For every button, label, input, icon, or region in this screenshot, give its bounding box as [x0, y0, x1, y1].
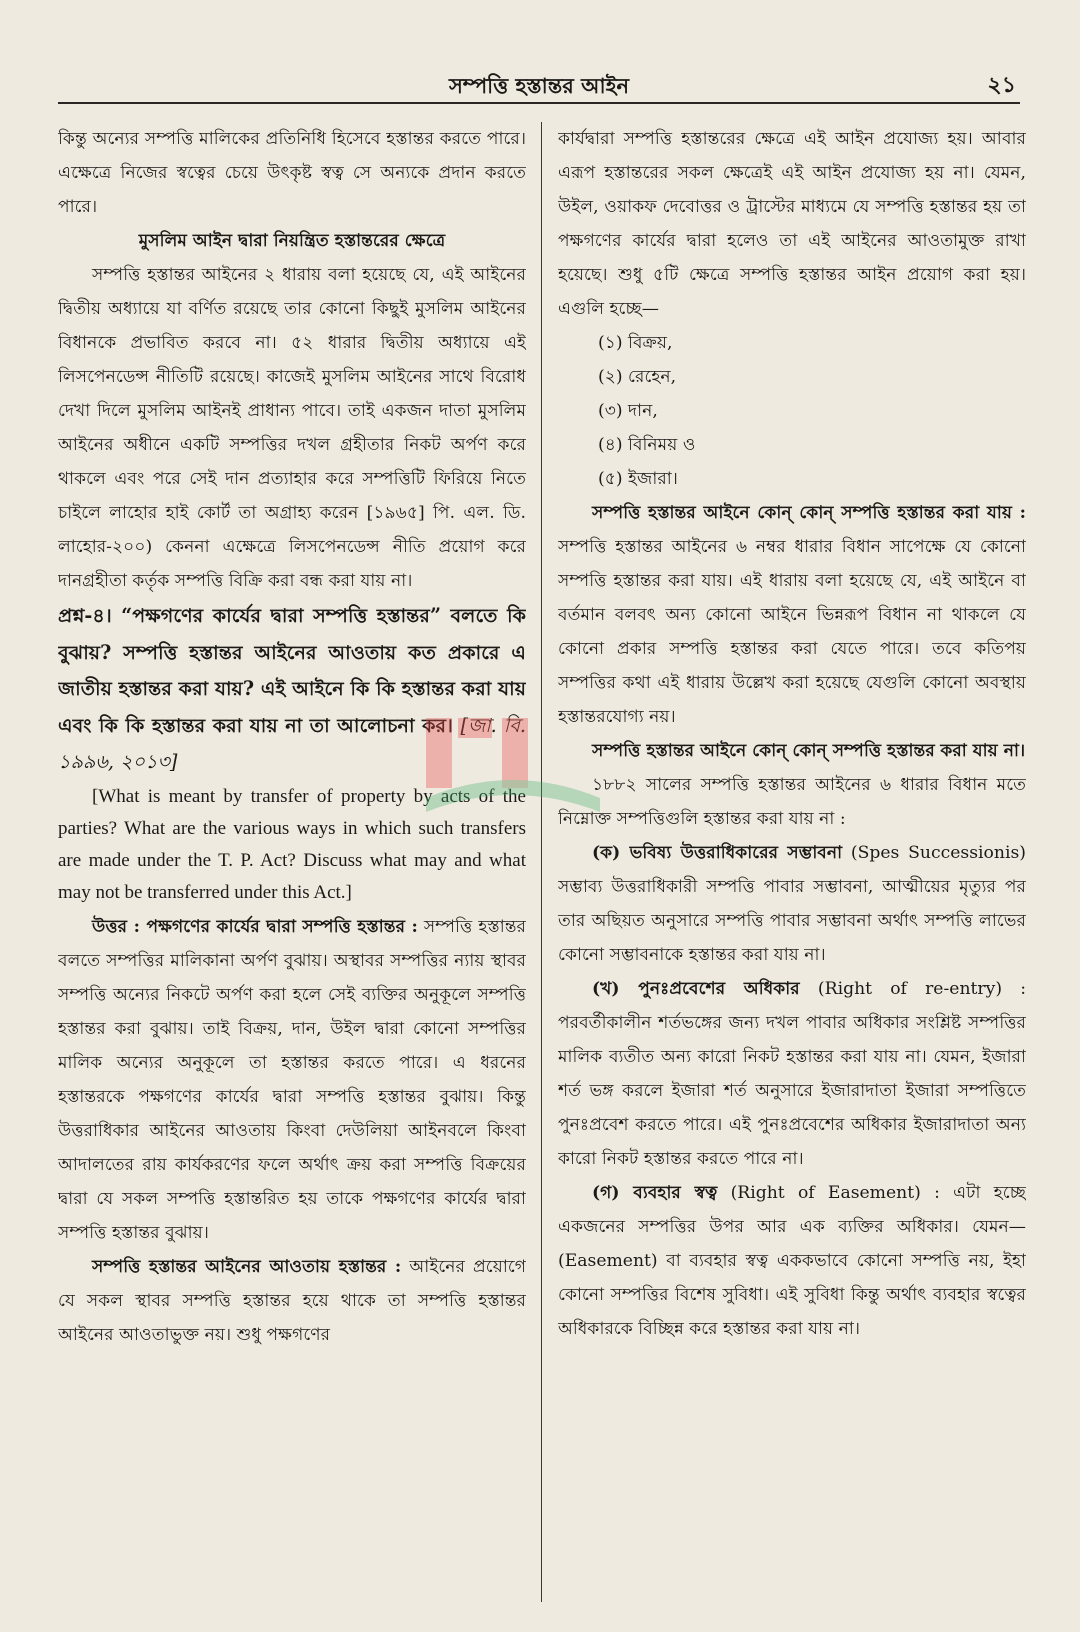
watermark-logo-icon [418, 712, 608, 820]
non-transferable-label: সম্পত্তি হস্তান্তর আইনে কোন্ কোন্ সম্পত্তি হস্তান্তর [592, 741, 935, 761]
running-header [58, 66, 1020, 104]
list-item: (৪) বিনিময় ও [598, 435, 696, 455]
list-item: (১) বিক্রয়, [598, 333, 673, 353]
english-question: [What is meant by transfer of property by acts of the parties? What are the various ways in which such transfers are made under the T. P. Act? Discuss what may and what may not be transferred under this Act.] [58, 785, 526, 904]
item-kha-text: (Right of re-entry) : পরবর্তীকালীন শর্তভঙ্গের জন্য দখল পাবার অধিকার সংশ্লিষ্ট সম্পত্তির মালিক ব্যতীত অন্য কারো নিকট হস্তান্তর করা যায় না। যেমন, ইজারা শর্ত ভঙ্গ করলে ইজারা শর্ত অনুসারে ইজারাদাতা ইজারা সম্পত্তিতে পুনঃপ্রবেশ করতে পারে। এই পুনঃপ্রবেশের অধিকার ইজারাদাতা অন্য কারো নিকট হস্তান্তর করতে পারে না। [558, 979, 1026, 1169]
scope-paragraph [58, 1250, 526, 1352]
item-kha-label: (খ) পুনঃপ্রবেশের অধিকার [592, 979, 800, 999]
right-column [558, 122, 1026, 1602]
item-ka-paragraph [558, 836, 1026, 972]
section-heading-muslim-law: মুসলিম আইন দ্বারা নিয়ন্ত্রিত হস্তান্তরের ক্ষেত্রে [138, 231, 446, 251]
running-title: সম্পত্তি হস্তান্তর আইন [448, 73, 630, 98]
transferable-label: সম্পত্তি হস্তান্তর আইনে কোন্ কোন্ সম্পত্তি হস্তান্তর করা যায় : [592, 503, 1026, 523]
answer-label: উত্তর : পক্ষগণের কার্যের দ্বারা সম্পত্তি হস্তান্তর : [92, 916, 418, 937]
section-6-paragraph: ১৮৮২ সালের সম্পত্তি হস্তান্তর আইনের ৬ ধারার বিধান মতে নিম্নোক্ত সম্পত্তিগুলি হস্তান্তর করা যায় না : [558, 775, 1026, 829]
list-item: (২) রেহেন, [598, 367, 677, 387]
item-ga-paragraph [558, 1176, 1026, 1346]
page-number: ২১ [987, 72, 1016, 98]
list-item: (৩) দান, [598, 401, 658, 421]
scope-text: আইনের প্রয়োগে যে সকল স্থাবর সম্পত্তি হস্তান্তর হয়ে থাকে তা সম্পত্তি হস্তান্তর আইনের আওতাভুক্ত নয়। শুধু পক্ষগণের [58, 1256, 526, 1345]
non-transferable-text: করা যায় না। [940, 741, 1026, 761]
answer-paragraph [58, 910, 526, 1250]
two-column-body [58, 122, 1028, 1602]
item-ga-label: (গ) ব্যবহার স্বত্ব [592, 1183, 718, 1203]
transferable-text: সম্পত্তি হস্তান্তর আইনের ৬ নম্বর ধারার বিধান সাপেক্ষে যে কোনো সম্পত্তি হস্তান্তর করা যায়। এই ধারায় বলা হয়েছে যে, এই আইনে বা বর্তমান বলবৎ অন্য কোনো আইনে ভিন্নরূপ বিধান না থাকলে যে কোনো প্রকার সম্পত্তি হস্তান্তর করা যেতে পারে। তবে কতিপয় সম্পত্তির কথা এই ধারায় উল্লেখ করা হয়েছে যেগুলি কোনো অবস্থায় হস্তান্তরযোগ্য নয়। [558, 537, 1026, 727]
answer-text: সম্পত্তি হস্তান্তর বলতে সম্পত্তির মালিকানা অর্পণ বুঝায়। অস্থাবর সম্পত্তির ন্যায় স্থাবর সম্পত্তি অন্যের নিকটে অর্পণ করা হলে সেই ব্যক্তির অনুকূলে সম্পত্তি হস্তান্তর করা বুঝায়। তাই বিক্রয়, দান, উইল দ্বারা কোনো সম্পত্তির মালিক অন্যের অনুকূলে তা হস্তান্তর করতে পারে। এ ধরনের হস্তান্তরকে পক্ষগণের কার্যের দ্বারা সম্পত্তি হস্তান্তর বুঝায়। কিন্তু উত্তরাধিকার আইনের আওতায় কিংবা দেউলিয়া আইনবলে কিংবা আদালতের রায় কার্যকরণের ফলে অর্থাৎ ক্রয় করা সম্পত্তি বিক্রয়ের দ্বারা যে সকল সম্পত্তি হস্তান্তরিত হয় তাকে পক্ষগণের কার্যের দ্বারা সম্পত্তি হস্তান্তর বুঝায়। [58, 916, 526, 1243]
left-paragraph-1: কিন্তু অন্যের সম্পত্তি মালিকের প্রতিনিধি হিসেবে হস্তান্তর করতে পারে। এক্ষেত্রে নিজের স্বত্বের চেয়ে উৎকৃষ্ট স্বত্ব সে অন্যকে প্রদান করতে পারে। [58, 129, 526, 217]
question-citation: [জা. বি. ১৯৯৬, ২০১৩] [58, 713, 526, 773]
item-kha-paragraph [558, 972, 1026, 1176]
left-column [58, 122, 526, 1602]
item-ka-label: (ক) ভবিষ্য উত্তরাধিকারের সম্ভাবনা [592, 843, 843, 863]
list-item: (৫) ইজারা। [598, 469, 678, 489]
question-text: প্রশ্ন-৪। “পক্ষগণের কার্যের দ্বারা সম্পত্তি হস্তান্তর” বলতে কি বুঝায়? সম্পত্তি হস্তান্তর আইনের আওতায় কত প্রকারে এ জাতীয় হস্তান্তর করা যায়? এই আইনে কি কি হস্তান্তর করা যায় এবং কি কি হস্তান্তর করা যায় না তা আলোচনা কর। [58, 604, 526, 737]
item-ga-text: (Right of Easement) : এটা হচ্ছে একজনের সম্পত্তির উপর আর এক ব্যক্তির অধিকার। যেমন— (Easement) বা ব্যবহার স্বত্ব এককভাবে কোনো সম্পত্তি নয়, ইহা কোনো সম্পত্তির বিশেষ সুবিধা। এই সুবিধা কিন্তু অর্থাৎ ব্যবহার স্বত্বের অধিকারকে বিচ্ছিন্ন করে হস্তান্তর করা যায় না। [558, 1183, 1026, 1339]
right-paragraph-1: কার্যদ্বারা সম্পত্তি হস্তান্তরের ক্ষেত্রে এই আইন প্রযোজ্য হয়। আবার এরূপ হস্তান্তরের সকল ক্ষেত্রেই এই আইন প্রযোজ্য হয় না। যেমন, উইল, ওয়াকফ দেবোত্তর ও ট্রাস্টের মাধ্যমে যে সম্পত্তি হস্তান্তর হয় তা পক্ষগণের কার্যের দ্বারা হলেও তা এই আইনের আওতামুক্ত রাখা হয়েছে। শুধু ৫টি ক্ষেত্রে সম্পত্তি হস্তান্তর আইন প্রয়োগ করা হয়। এগুলি হচ্ছে— [558, 129, 1026, 319]
item-ka-text: (Spes Successionis) সম্ভাব্য উত্তরাধিকারী সম্পত্তি পাবার সম্ভাবনা, আত্মীয়ের মৃত্যুর পর তার অছিয়ত অনুসারে সম্পত্তি পাবার সম্ভাবনা অর্থাৎ সম্পত্তি লাভের কোনো সম্ভাবনাকে হস্তান্তর করা যায় না। [558, 843, 1026, 965]
transfer-types-list [558, 326, 1026, 496]
column-divider [541, 122, 542, 1602]
transferable-paragraph [558, 496, 1026, 734]
left-paragraph-2: সম্পত্তি হস্তান্তর আইনের ২ ধারায় বলা হয়েছে যে, এই আইনের দ্বিতীয় অধ্যায়ে যা বর্ণিত রয়েছে তার কোনো কিছুই মুসলিম আইনের বিধানকে প্রভাবিত করবে না। ৫২ ধারার দ্বিতীয় অধ্যায়ে এই লিসপেনডেন্স নীতিটি রয়েছে। কাজেই মুসলিম আইনের সাথে বিরোধ দেখা দিলে মুসলিম আইনই প্রাধান্য পাবে। তাই একজন দাতা মুসলিম আইনের অধীনে একটি সম্পত্তির দখল গ্রহীতার নিকট অর্পণ করে থাকলে এবং পরে সেই দান প্রত্যাহার করে সম্পত্তিটি ফিরিয়ে নিতে চাইলে লাহোর হাই কোর্ট তা অগ্রাহ্য করেন [১৯৬৫] পি. এল. ডি. লাহোর-২০০) কেননা এক্ষেত্রে লিসপেনডেন্স নীতি প্রয়োগ করে দানগ্রহীতা কর্তৃক সম্পত্তি বিক্রি করা বন্ধ করা যায় না। [58, 265, 526, 591]
scope-label: সম্পত্তি হস্তান্তর আইনের আওতায় হস্তান্তর : [92, 1256, 402, 1277]
non-transferable-heading [558, 734, 1026, 768]
